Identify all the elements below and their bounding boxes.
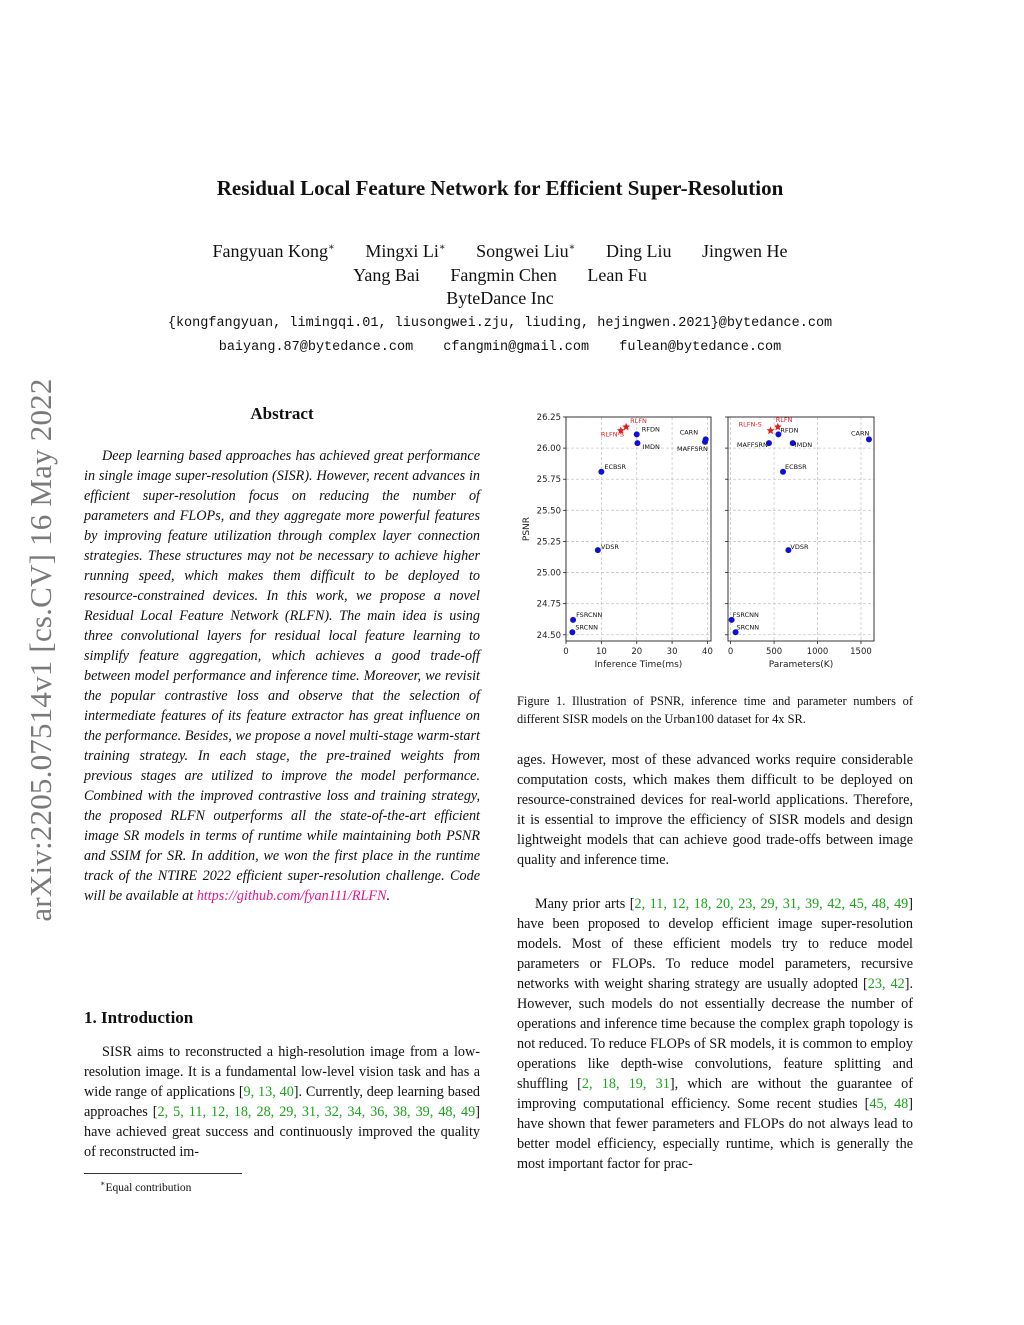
email: fulean@bytedance.com [619, 340, 782, 355]
plot-frame [728, 417, 874, 641]
x-tick-label: 10 [595, 647, 607, 657]
email: baiyang.87@bytedance.com [218, 340, 414, 355]
author: Songwei Liu∗ [476, 241, 576, 261]
x-tick-label: 20 [631, 647, 643, 657]
intro-paragraph: SISR aims to reconstructed a high-resolution image from a low-resolution image. It is a fundamental low-level vision task and has a wide range of applications [9, 13, 40]. Currently, deep learning based approaches [2, 5, 11, 12, 18, 28, 29, 31, 32, 34, 36, 38, 39, 48, 49] have achieved great success and continuously improved the quality of reconstructed im- [84, 1044, 480, 1160]
arxiv-side-identifier: arXiv:2205.07514v1 [cs.CV] 16 May 2022 [23, 378, 58, 922]
abstract-body: Deep learning based approaches has achieved great performance in single image super-resolution (SISR). However, recent advances in efficient super-resolution focus on reducing the number of parameters and FLOPs, and they aggregate more powerful features by improving feature utilization through complex layer connection strategies. These structures may not be necessary to achieve higher running speed, which makes them difficult to be deployed to resource-constrained devices. In this work, we propose a novel Residual Local Feature Network (RLFN). The main idea is using three convolutional layers for residual local feature learning to simplify feature aggregation, which achieves a good trade-off between model performance and inference time. Moreover, we revisit the popular contrastive loss and observe that the selection of intermediate features of its feature extractor has great influence on the performance. Besides, we propose a novel multi-stage warm-start training strategy. In each stage, the pre-trained weights from previous stages are utilized to improve the model performance. Combined with the improved contrastive loss and training strategy, the proposed RLFN outperforms all the state-of-the-art efficient image SR models in terms of runtime while maintaining both PSNR and SSIM for SR. In addition, we won the first place in the runtime track of the NTIRE 2022 efficient super-resolution challenge. Code will be available at https://github.com/fyan111/RLFN. [84, 448, 480, 904]
affiliation: ByteDance Inc [446, 288, 554, 308]
data-point-label: ECBSR [785, 462, 807, 471]
abstract-text: Deep learning based approaches has achieved great performance in single image super-resolution (SISR). However, recent advances in efficient super-resolution focus on reducing the number of parameters and FLOPs, and they aggregate more powerful features by improving feature utilization through complex layer connection strategies. These structures may not be necessary to achieve higher running speed, which makes them difficult to be deployed to resource-constrained devices. In this work, we propose a novel Residual Local Feature Network (RLFN). The main idea is using three convolutional layers for residual local feature learning to simplify feature aggregation, which achieves a good trade-off between model performance and inference time. Moreover, we revisit the popular contrastive loss and observe that the selection of intermediate features of its feature extractor has great influence on the performance. Besides, we propose a novel multi-stage warm-start training strategy. In each stage, the pre-trained weights from previous stages are utilized to improve the model performance. Combined with the improved contrastive loss and training strategy, the proposed RLFN outperforms all the state-of-the-art efficient image SR models in terms of runtime while maintaining both PSNR and SSIM for SR. In addition, we won the first place in the runtime track of the NTIRE 2022 efficient super-resolution challenge. Code will be available at [84, 448, 480, 904]
code-link[interactable]: https://github.com/fyan111/RLFN [196, 888, 387, 904]
data-point-label: IMDN [794, 441, 813, 450]
data-point-label: SRCNN [575, 623, 598, 632]
authors-row-2 [0, 265, 1000, 286]
footnote: ∗Equal contribution [100, 1179, 192, 1194]
y-tick-label: 25.75 [536, 475, 561, 486]
data-point-label: CARN [679, 428, 699, 437]
author: Lean Fu [587, 265, 647, 285]
citation[interactable]: 2, 18, 19, 31 [581, 1076, 670, 1092]
x-tick-label: 500 [765, 647, 783, 657]
author: Fangmin Chen [450, 265, 557, 285]
y-tick-label: 24.75 [536, 599, 561, 610]
citation[interactable]: 45, 48 [869, 1096, 909, 1112]
x-tick-label: 0 [563, 647, 569, 657]
figure-1-chart [513, 405, 883, 675]
data-point-star [622, 423, 630, 431]
right-paragraph-2: Many prior arts [2, 11, 12, 18, 20, 23, 29, 31, 39, 42, 45, 48, 49] have been proposed to develop efficient image super-resolution models. Most of these efficient models try to reduce model parameters or FLOPs. To reduce model parameters, recursive networks with weight sharing strategy are usually adopted [23, 42]. However, such models do not essentially decrease the number of operations and inference time because the complex graph topology is not reduced. To reduce FLOPs of SR models, it is common to employ operations like depth-wise convolutions, feature splitting and shuffling [2, 18, 19, 31], which are without the guarantee of improving computational efficiency. Some recent studies [45, 48] have shown that fewer parameters and FLOPs do not always lead to better model efficiency, especially runtime, which is generally the most important factor for prac- [517, 896, 914, 1172]
emails-line-2 [0, 340, 1000, 355]
authors-row-1 [0, 241, 1000, 262]
x-tick-label: 1000 [806, 647, 829, 657]
data-point-label: RLFN-S [738, 420, 762, 429]
data-point-star [767, 426, 775, 434]
section-heading-introduction: 1. Introduction [84, 1008, 194, 1027]
data-point-label: RLFN-S [600, 430, 625, 439]
x-tick-label: 1500 [850, 647, 872, 657]
email: cfangmin@gmail.com [443, 340, 590, 355]
right-paragraph-1: ages. However, most of these advanced works require considerable computation costs, which makes them difficult to be deployed on resource-constrained devices for real-world applications. Therefore, it is essential to improve the efficiency of SISR models and design lightweight models that can achieve good trade-offs between image quality and inference time. [517, 752, 913, 868]
data-point-label: MAFFSRN [736, 441, 768, 450]
x-tick-label: 30 [666, 647, 678, 657]
data-point [634, 431, 640, 437]
y-tick-label: 24.50 [536, 630, 561, 641]
data-point-label: RFDN [641, 425, 660, 434]
data-point [634, 440, 640, 446]
data-point-label: RFDN [780, 426, 799, 435]
y-tick-label: 26.25 [536, 413, 561, 423]
y-tick-label: 26.00 [536, 444, 561, 455]
data-point-label: FSRCNN [732, 610, 759, 619]
data-point-label: RLFN [775, 415, 793, 424]
figure-caption: Figure 1. Illustration of PSNR, inference time and parameter numbers of different SISR models on the Urban100 dataset for 4x SR. [517, 694, 913, 726]
citation[interactable]: 2, 11, 12, 18, 20, 23, 29, 31, 39, 42, 45, 48, 49 [634, 896, 909, 912]
emails-line-1: {kongfangyuan, limingqi.01, liusongwei.zju, liuding, hejingwen.2021}@bytedance.com [167, 316, 833, 331]
data-point-label: VDSR [790, 543, 809, 552]
author: Yang Bai [353, 265, 420, 285]
data-point-label: IMDN [642, 443, 660, 452]
x-axis-label: Inference Time(ms) [594, 660, 683, 670]
citation[interactable]: 2, 5, 11, 12, 18, 28, 29, 31, 32, 34, 36, 38, 39, 48, 49 [157, 1104, 476, 1120]
x-tick-label: 0 [727, 647, 734, 657]
author: Jingwen He [701, 241, 788, 261]
x-tick-label: 40 [702, 647, 713, 657]
paper-title: Residual Local Feature Network for Efficient Super-Resolution [216, 176, 784, 200]
footnote-rule [84, 1173, 242, 1174]
y-tick-label: 25.25 [536, 537, 561, 548]
y-tick-label: 25.00 [536, 568, 561, 579]
data-point-label: MAFFSRN [676, 444, 708, 453]
abstract-heading: Abstract [250, 404, 314, 423]
data-point-label: SRCNN [736, 623, 760, 632]
data-point-label: CARN [850, 429, 870, 438]
author: Fangyuan Kong∗ [212, 241, 335, 261]
data-point-label: VDSR [600, 543, 619, 552]
data-point-label: RLFN [630, 416, 647, 425]
y-tick-label: 25.50 [536, 506, 561, 517]
data-point-label: ECBSR [604, 462, 627, 471]
data-point-label: FSRCNN [576, 610, 603, 619]
author: Mingxi Li∗ [365, 241, 446, 261]
citation[interactable]: 9, 13, 40 [243, 1084, 294, 1100]
author: Ding Liu [605, 241, 672, 261]
x-axis-label: Parameters(K) [768, 660, 834, 670]
citation[interactable]: 23, 42 [867, 976, 905, 992]
y-axis-label: PSNR [522, 516, 532, 542]
